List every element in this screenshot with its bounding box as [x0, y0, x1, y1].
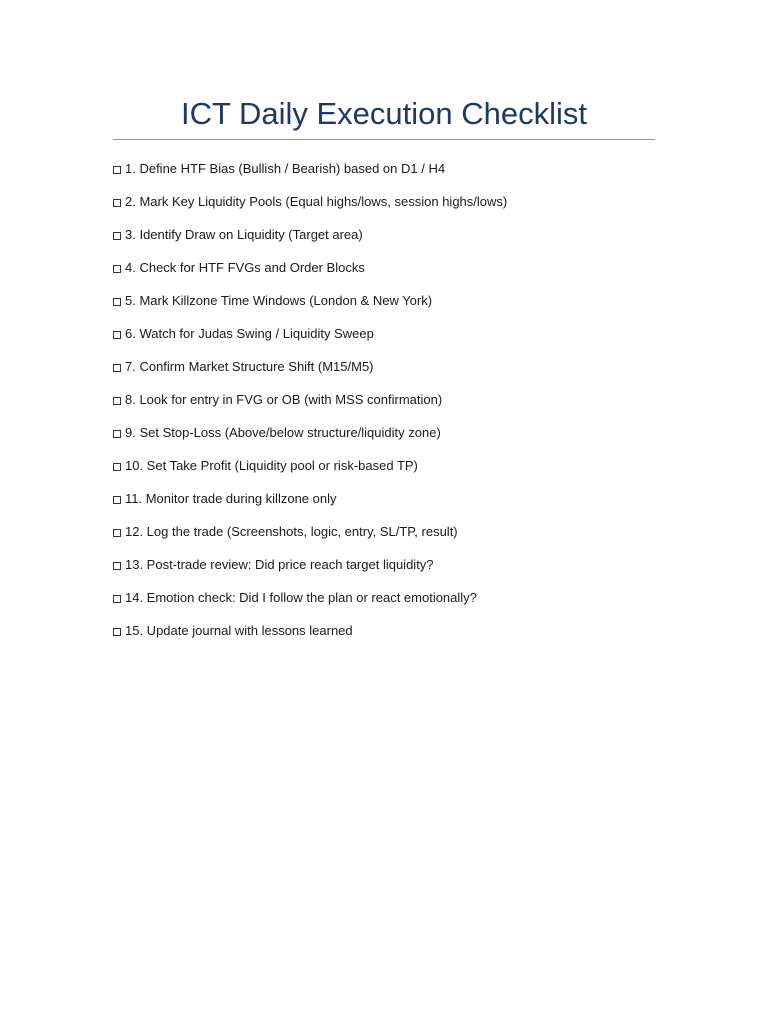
checklist-item [113, 423, 673, 456]
checkbox-icon[interactable] [113, 166, 121, 174]
checklist-item [113, 291, 673, 324]
checklist-item-text: 9. Set Stop-Loss (Above/below structure/liquidity zone) [125, 425, 441, 440]
title-underline [113, 139, 655, 140]
checklist [113, 159, 673, 654]
checklist-item-text: 13. Post-trade review: Did price reach target liquidity? [125, 557, 434, 572]
checklist-item-text: 10. Set Take Profit (Liquidity pool or risk-based TP) [125, 458, 418, 473]
checklist-item-text: 1. Define HTF Bias (Bullish / Bearish) based on D1 / H4 [125, 161, 446, 176]
checklist-item [113, 225, 673, 258]
checklist-item [113, 357, 673, 390]
checklist-item [113, 621, 673, 654]
checklist-item [113, 456, 673, 489]
checkbox-icon[interactable] [113, 562, 121, 570]
checklist-item [113, 159, 673, 192]
checklist-item-text: 11. Monitor trade during killzone only [125, 491, 337, 506]
checklist-item-text: 5. Mark Killzone Time Windows (London & New York) [125, 293, 433, 308]
checkbox-icon[interactable] [113, 529, 121, 537]
checklist-item [113, 489, 673, 522]
checkbox-icon[interactable] [113, 331, 121, 339]
checkbox-icon[interactable] [113, 496, 121, 504]
checklist-item-text: 6. Watch for Judas Swing / Liquidity Sweep [125, 326, 374, 341]
checkbox-icon[interactable] [113, 628, 121, 636]
checkbox-icon[interactable] [113, 232, 121, 240]
checklist-item-text: 2. Mark Key Liquidity Pools (Equal highs/lows, session highs/lows) [125, 194, 508, 209]
checkbox-icon[interactable] [113, 265, 121, 273]
checklist-item [113, 324, 673, 357]
checkbox-icon[interactable] [113, 364, 121, 372]
checklist-item-text: 3. Identify Draw on Liquidity (Target area) [125, 227, 363, 242]
checklist-item-text: 4. Check for HTF FVGs and Order Blocks [125, 260, 365, 275]
checklist-item-text: 14. Emotion check: Did I follow the plan or react emotionally? [125, 590, 477, 605]
checklist-item-text: 7. Confirm Market Structure Shift (M15/M5) [125, 359, 374, 374]
checklist-item [113, 390, 673, 423]
checkbox-icon[interactable] [113, 595, 121, 603]
checkbox-icon[interactable] [113, 397, 121, 405]
checklist-item [113, 522, 673, 555]
checklist-item [113, 258, 673, 291]
checklist-item-text: 15. Update journal with lessons learned [125, 623, 353, 638]
checklist-item-text: 12. Log the trade (Screenshots, logic, entry, SL/TP, result) [125, 524, 458, 539]
page-title: ICT Daily Execution Checklist [180, 96, 587, 131]
checkbox-icon[interactable] [113, 463, 121, 471]
checklist-item [113, 555, 673, 588]
checklist-item [113, 588, 673, 621]
checkbox-icon[interactable] [113, 199, 121, 207]
checklist-item [113, 192, 673, 225]
checklist-item-text: 8. Look for entry in FVG or OB (with MSS confirmation) [125, 392, 443, 407]
checkbox-icon[interactable] [113, 430, 121, 438]
checkbox-icon[interactable] [113, 298, 121, 306]
